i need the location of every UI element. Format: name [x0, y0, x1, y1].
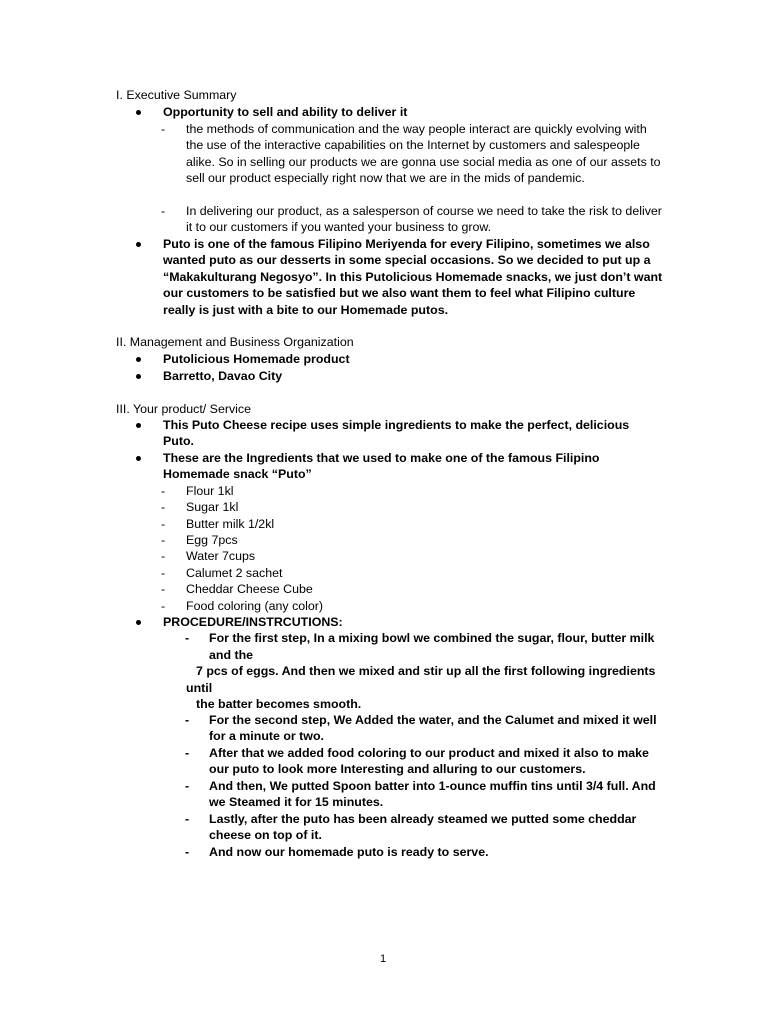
executive-summary-heading: I. Executive Summary: [116, 88, 237, 102]
bullet-dot: [136, 374, 141, 379]
procedure-step-text: And then, We putted Spoon batter into 1-ounce muffin tins until 3/4 full. And we Steamed it for 15 minutes.: [209, 779, 656, 810]
dash-marker: -: [161, 484, 166, 498]
dash-marker: -: [161, 122, 166, 136]
bullet-dot: [136, 110, 141, 115]
bullet-product-intro: [163, 417, 663, 450]
product-heading: III. Your product/ Service: [116, 402, 251, 416]
ingredients-intro: These are the Ingredients that we used to make one of the famous Filipino Homemade snack “Puto”: [163, 451, 600, 482]
dash-marker: -: [185, 631, 190, 645]
opportunity-point-2: [161, 203, 664, 236]
procedure-step-text: Lastly, after the puto has been already steamed we putted some cheddar cheese on top of it.: [209, 812, 637, 843]
bullet-opportunity: [163, 104, 663, 120]
ingredient-item: [161, 598, 324, 614]
dash-marker: -: [161, 566, 166, 580]
dash-marker: -: [161, 582, 166, 596]
bullet-procedure: [163, 614, 663, 630]
ingredient-item: [161, 581, 313, 597]
management-item: Putolicious Homemade product: [163, 352, 350, 366]
ingredient-item: [161, 516, 275, 532]
bullet-dot: [136, 620, 141, 625]
dash-marker: -: [185, 779, 190, 793]
procedure-step-1-line: the batter becomes smooth.: [196, 697, 362, 711]
ingredient-text: Egg 7pcs: [186, 533, 238, 547]
procedure-step-1-line: until: [186, 681, 213, 695]
bullet-dot: [136, 242, 141, 247]
ingredient-text: Water 7cups: [186, 549, 256, 563]
bullet-ingredients-intro: [163, 450, 663, 483]
procedure-step-text: For the second step, We Added the water, and the Calumet and mixed it well for a minute or two.: [209, 713, 657, 744]
procedure-step-1-line: and the: [209, 648, 254, 662]
bullet-puto-paragraph: [163, 236, 663, 318]
management-item: Barretto, Davao City: [163, 369, 283, 383]
ingredient-item: [161, 532, 238, 548]
dash-marker: -: [161, 533, 166, 547]
ingredient-text: Butter milk 1/2kl: [186, 517, 275, 531]
dash-marker: -: [185, 812, 190, 826]
dash-marker: -: [161, 517, 166, 531]
dash-marker: -: [161, 500, 166, 514]
dash-marker: -: [185, 746, 190, 760]
procedure-step-text: And now our homemade puto is ready to serve.: [209, 845, 489, 859]
puto-paragraph: Puto is one of the famous Filipino Meriyenda for every Filipino, sometimes we also wanted puto as our desserts in some special occasions. So we decided to put up a “Makakulturang Negosyo”. In this Putolicious Homemade snacks, we just don’t want our customers to be satisfied but we also want them to feel what Filipino culture really is just with a bite to our Homemade putos.: [163, 237, 663, 317]
bullet-dot: [136, 456, 141, 461]
procedure-step-4: [185, 778, 659, 811]
ingredient-item: [161, 548, 256, 564]
ingredient-item: [161, 565, 283, 581]
dash-marker: -: [185, 845, 190, 859]
opportunity-point-text: the methods of communication and the way people interact are quickly evolving with the use of the interactive capabilities on the Internet by customers and salespeople alike. So in selling our products we are gonna use social media as one of our assets to sell our product especially right now that we are in the mids of pandemic.: [186, 122, 661, 186]
opportunity-point-text: In delivering our product, as a salesperson of course we need to take the risk to deliver it to our customers if you wanted your business to grow.: [186, 204, 662, 235]
bullet-dot: [136, 357, 141, 362]
product-intro: This Puto Cheese recipe uses simple ingredients to make the perfect, delicious Puto.: [163, 418, 630, 449]
bullet-management-2: [163, 368, 663, 384]
ingredient-text: Calumet 2 sachet: [186, 566, 283, 580]
dash-marker: -: [161, 599, 166, 613]
dash-marker: -: [161, 549, 166, 563]
page-number: 1: [380, 953, 387, 965]
dash-marker: -: [185, 713, 190, 727]
ingredient-text: Flour 1kl: [186, 484, 234, 498]
ingredient-item: [161, 499, 239, 515]
procedure-step-1-line: 7 pcs of eggs. And then we mixed and stir up all the first following ingredients: [196, 664, 656, 678]
procedure-step-6: [185, 844, 659, 860]
ingredient-text: Cheddar Cheese Cube: [186, 582, 313, 596]
bullet-dot: [136, 423, 141, 428]
procedure-step-text: For the first step, In a mixing bowl we combined the sugar, flour, butter milk: [209, 631, 655, 645]
procedure-title: PROCEDURE/INSTRCUTIONS:: [163, 615, 343, 629]
procedure-step-text: After that we added food coloring to our product and mixed it also to make our puto to look more Interesting and alluring to our customers.: [209, 746, 649, 777]
procedure-step-3: [185, 745, 659, 778]
opportunity-title: Opportunity to sell and ability to deliver it: [163, 105, 408, 119]
management-heading: II. Management and Business Organization: [116, 335, 354, 349]
bullet-management-1: [163, 351, 663, 367]
procedure-step-2: [185, 712, 659, 745]
procedure-step-1: [185, 630, 679, 646]
ingredient-text: Sugar 1kl: [186, 500, 239, 514]
ingredient-text: Food coloring (any color): [186, 599, 324, 613]
ingredient-item: [161, 483, 234, 499]
dash-marker: -: [161, 204, 166, 218]
procedure-step-5: [185, 811, 659, 844]
opportunity-point-1: [161, 121, 664, 187]
